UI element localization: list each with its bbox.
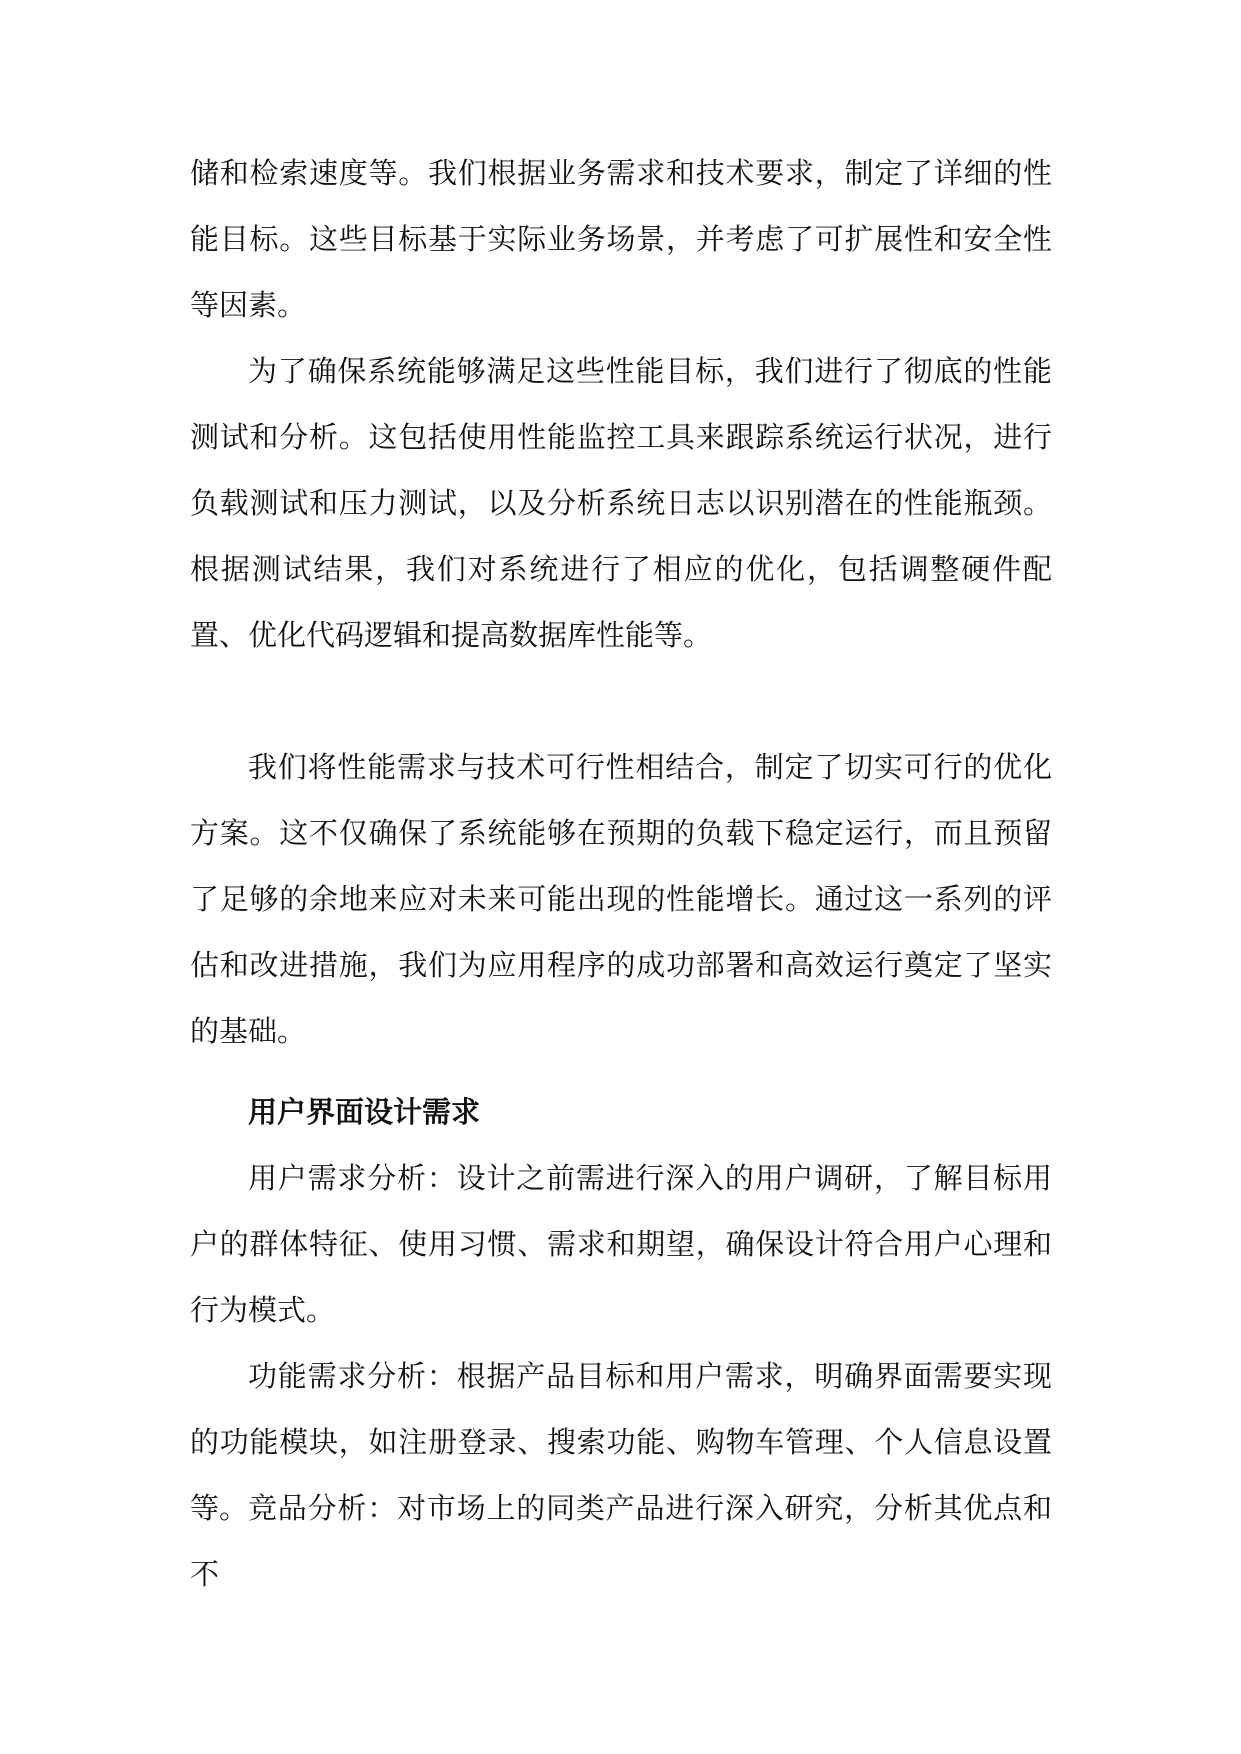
- paragraph-user-needs-analysis: 用户需求分析：设计之前需进行深入的用户调研，了解目标用户的群体特征、使用习惯、需求和期望，确保设计符合用户心理和行为模式。: [190, 1161, 1052, 1327]
- paragraph-competitor-analysis: 竞品分析：对市场上的同类产品进行深入研究，分析其优点和不: [190, 1491, 1052, 1591]
- paragraph-performance-testing: 为了确保系统能够满足这些性能目标，我们进行了彻底的性能测试和分析。这包括使用性能监控工具来跟踪系统运行状况，进行负载测试和压力测试，以及分析系统日志以识别潜在的性能瓶颈。根据测试结果，我们对系统进行了相应的优化，包括调整硬件配置、优化代码逻辑和提高数据库性能等。: [190, 354, 1052, 652]
- paragraph-performance-targets: 储和检索速度等。我们根据业务需求和技术要求，制定了详细的性能目标。这些目标基于实际业务场景，并考虑了可扩展性和安全性等因素。: [190, 156, 1052, 322]
- paragraph-optimization-plan: 我们将性能需求与技术可行性相结合，制定了切实可行的优化方案。这不仅确保了系统能够在预期的负载下稳定运行，而且预留了足够的余地来应对未来可能出现的性能增长。通过这一系列的评估和改进措施，我们为应用程序的成功部署和高效运行奠定了坚实的基础。: [190, 750, 1052, 1048]
- section-heading-ui-design: 用户界面设计需求: [248, 1095, 481, 1129]
- paragraph-function-needs-analysis: 功能需求分析：根据产品目标和用户需求，明确界面需要实现的功能模块，如注册登录、搜索功能、购物车管理、个人信息设置等。: [190, 1359, 1052, 1525]
